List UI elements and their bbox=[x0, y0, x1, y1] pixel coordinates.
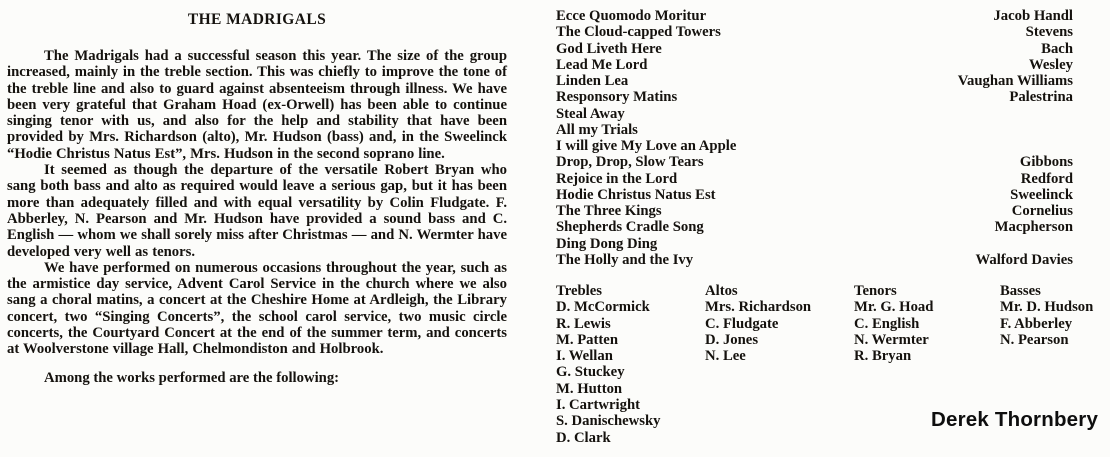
section-header-basses: Basses bbox=[1000, 283, 1041, 299]
section-header-trebles: Trebles bbox=[556, 283, 602, 299]
work-title: Steal Away bbox=[556, 105, 625, 122]
article-column bbox=[7, 11, 507, 386]
page-title: THE MADRIGALS bbox=[187, 11, 327, 28]
work-row bbox=[556, 154, 1073, 170]
work-composer: Jacob Handl bbox=[993, 8, 1073, 24]
work-title: Linden Lea bbox=[556, 73, 629, 89]
choir-member: N. Pearson bbox=[1000, 331, 1069, 348]
work-composer: Stevens bbox=[1025, 24, 1073, 41]
article-paragraph: We have performed on numerous occasions throughout the year, such as the armistice day service, Advent Carol Service in the church where we also sang a choral matins, a concert at the Cheshire Home at Ardleigh, the Library concert, two “Singing Concerts”, the school carol service, two music circle concerts, the Courtyard Concert at the end of the summer term, and concerts at Woolverstone village Hall, Chelmondiston and Holbrook. bbox=[7, 259, 507, 358]
choir-member: I. Wellan bbox=[556, 348, 613, 365]
work-row bbox=[556, 57, 1073, 73]
work-title: Shepherds Cradle Song bbox=[556, 219, 704, 236]
work-row bbox=[556, 24, 1073, 40]
work-title: All my Trials bbox=[556, 121, 638, 138]
work-title: I will give My Love an Apple bbox=[556, 138, 737, 154]
choir-member: N. Wermter bbox=[854, 331, 929, 348]
work-composer: Macpherson bbox=[994, 219, 1073, 236]
work-title: Lead Me Lord bbox=[556, 56, 648, 73]
work-title: Responsory Matins bbox=[556, 89, 678, 106]
works-list bbox=[556, 8, 1073, 268]
work-composer: Sweelinck bbox=[1010, 186, 1073, 203]
work-title: Hodie Christus Natus Est bbox=[556, 186, 716, 203]
work-composer: Gibbons bbox=[1019, 154, 1073, 171]
work-composer: Cornelius bbox=[1011, 203, 1073, 219]
choir-member: F. Abberley bbox=[1000, 315, 1073, 332]
works-intro-line: Among the works performed are the following: bbox=[44, 369, 340, 386]
work-row bbox=[556, 236, 1073, 252]
choir-member: Mr. G. Hoad bbox=[854, 299, 934, 316]
choir-member: R. Lewis bbox=[556, 315, 611, 332]
choir-member: D. Jones bbox=[705, 331, 759, 348]
choir-column-trebles bbox=[556, 283, 705, 446]
work-title: God Liveth Here bbox=[556, 40, 662, 57]
section-header-altos: Altos bbox=[705, 283, 738, 299]
work-row bbox=[556, 171, 1073, 187]
work-composer: Walford Davies bbox=[975, 251, 1073, 268]
work-title: The Cloud-capped Towers bbox=[556, 24, 721, 41]
work-row bbox=[556, 187, 1073, 203]
choir-member: C. Fludgate bbox=[705, 315, 779, 332]
work-title: Ecce Quomodo Moritur bbox=[556, 8, 707, 24]
choir-column-altos bbox=[705, 283, 854, 446]
work-row bbox=[556, 252, 1073, 268]
work-title: The Holly and the Ivy bbox=[556, 251, 694, 268]
work-row bbox=[556, 203, 1073, 219]
choir-member: G. Stuckey bbox=[556, 364, 625, 381]
section-header-tenors: Tenors bbox=[854, 283, 897, 299]
choir-member: D. Clark bbox=[556, 429, 611, 446]
choir-member: N. Lee bbox=[705, 348, 746, 365]
choir-member: M. Patten bbox=[556, 331, 618, 348]
work-composer: Vaughan Williams bbox=[957, 73, 1073, 89]
choir-member: R. Bryan bbox=[854, 348, 912, 365]
work-row bbox=[556, 8, 1073, 24]
work-row bbox=[556, 138, 1073, 154]
work-row bbox=[556, 73, 1073, 89]
work-composer: Bach bbox=[1041, 40, 1073, 57]
work-row bbox=[556, 106, 1073, 122]
choir-member: C. English bbox=[854, 315, 920, 332]
choir-member: M. Hutton bbox=[556, 380, 623, 397]
work-composer: Palestrina bbox=[1009, 89, 1073, 106]
author-signature: Derek Thornbery bbox=[931, 408, 1099, 431]
choir-member: S. Danischewsky bbox=[556, 413, 661, 430]
work-title: The Three Kings bbox=[556, 203, 662, 219]
work-row bbox=[556, 89, 1073, 105]
choir-member: Mr. D. Hudson bbox=[1000, 299, 1094, 316]
article-paragraph: The Madrigals had a successful season this year. The size of the group increased, mainly in the treble section. This was chiefly to improve the tone of the treble line and also to guard against absenteeism through illness. We have been very grateful that Graham Hoad (ex-Orwell) has been able to continue singing tenor with us, and also for the help and stability that have been provided by Mrs. Richardson (alto), Mr. Hudson (bass) and, in the Sweelinck “Hodie Christus Natus Est”, Mrs. Hudson in the second soprano line. bbox=[7, 48, 507, 162]
work-row bbox=[556, 122, 1073, 138]
work-row bbox=[556, 41, 1073, 57]
work-title: Ding Dong Ding bbox=[556, 235, 658, 252]
choir-member: Mrs. Richardson bbox=[705, 299, 812, 316]
work-composer: Redford bbox=[1020, 170, 1073, 187]
work-title: Drop, Drop, Slow Tears bbox=[556, 154, 704, 171]
choir-member: D. McCormick bbox=[556, 299, 650, 316]
choir-member: I. Cartwright bbox=[556, 397, 641, 414]
article-paragraph: It seemed as though the departure of the versatile Robert Bryan who sang both bass and alto as required would leave a serious gap, but it has been more than adequately filled and with equal versatility by Colin Fludgate. F. Abberley, N. Pearson and Mr. Hudson have provided a sound bass and C. English — whom we shall sorely miss after Christmas — and N. Wermter have developed very well as tenors. bbox=[7, 162, 507, 260]
work-row bbox=[556, 219, 1073, 235]
work-composer: Wesley bbox=[1028, 56, 1073, 73]
work-title: Rejoice in the Lord bbox=[556, 170, 678, 187]
